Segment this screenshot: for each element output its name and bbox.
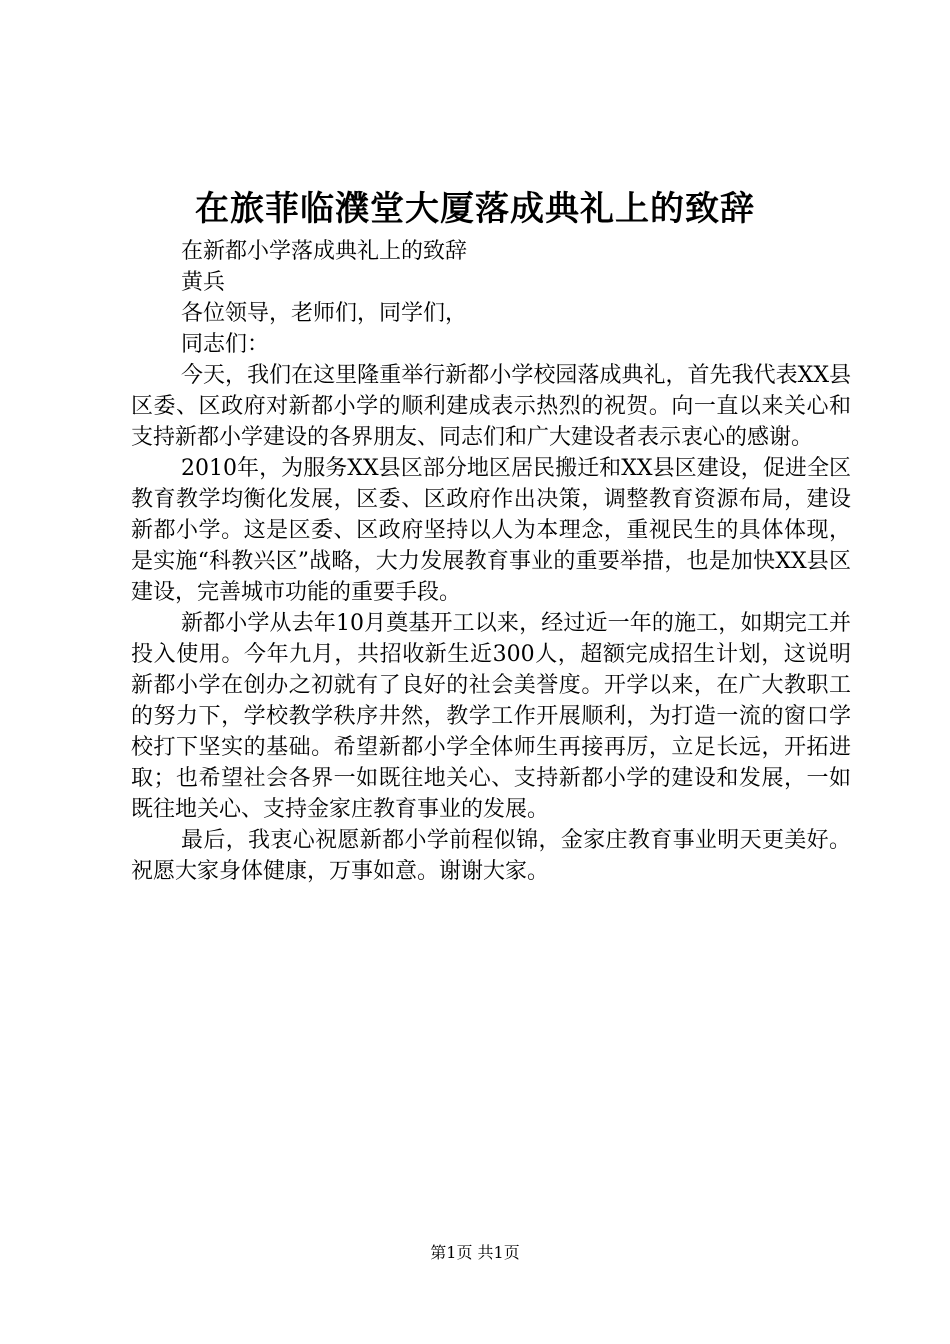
paragraph-1: 今天，我们在这里隆重举行新都小学校园落成典礼，首先我代表XX县区委、区政府对新都小学的顺利建成表示热烈的祝贺。向一直以来关心和支持新都小学建设的各界朋友、同志们和广大建设者表示衷心的感谢。 xyxy=(131,363,851,450)
paragraph-3: 新都小学从去年10月奠基开工以来，经过近一年的施工，如期完工并投入使用。今年九月，共招收新生近300人，超额完成招生计划，这说明新都小学在创办之初就有了良好的社会美誉度。开学以来，在广大教职工的努力下，学校教学秩序井然，教学工作开展顺利，为打造一流的窗口学校打下坚实的基础。希望新都小学全体师生再接再厉，立足长远，开拓进取；也希望社会各界一如既往地关心、支持新都小学的建设和发展，一如既往地关心、支持金家庄教育事业的发展。 xyxy=(131,611,851,822)
speech-subtitle: 在新都小学落成典礼上的致辞 xyxy=(181,239,468,264)
salutation-line-1: 各位领导，老师们，同学们， xyxy=(181,301,468,326)
salutation-line-2: 同志们： xyxy=(181,332,270,357)
paragraph-4: 最后，我衷心祝愿新都小学前程似锦，金家庄教育事业明天更美好。祝愿大家身体健康，万事如意。谢谢大家。 xyxy=(131,828,851,884)
document-title: 在旅菲临濮堂大厦落成典礼上的致辞 xyxy=(195,189,755,229)
author-name: 黄兵 xyxy=(181,270,226,295)
document-body xyxy=(131,236,851,887)
paragraph-2: 2010年，为服务XX县区部分地区居民搬迁和XX县区建设，促进全区教育教学均衡化发展，区委、区政府作出决策，调整教育资源布局，建设新都小学。这是区委、区政府坚持以人为本理念，重视民生的具体体现，是实施“科教兴区”战略，大力发展教育事业的重要举措，也是加快XX县区建设，完善城市功能的重要手段。 xyxy=(131,456,851,605)
page-number-footer: 第1页 共1页 xyxy=(430,1243,520,1262)
